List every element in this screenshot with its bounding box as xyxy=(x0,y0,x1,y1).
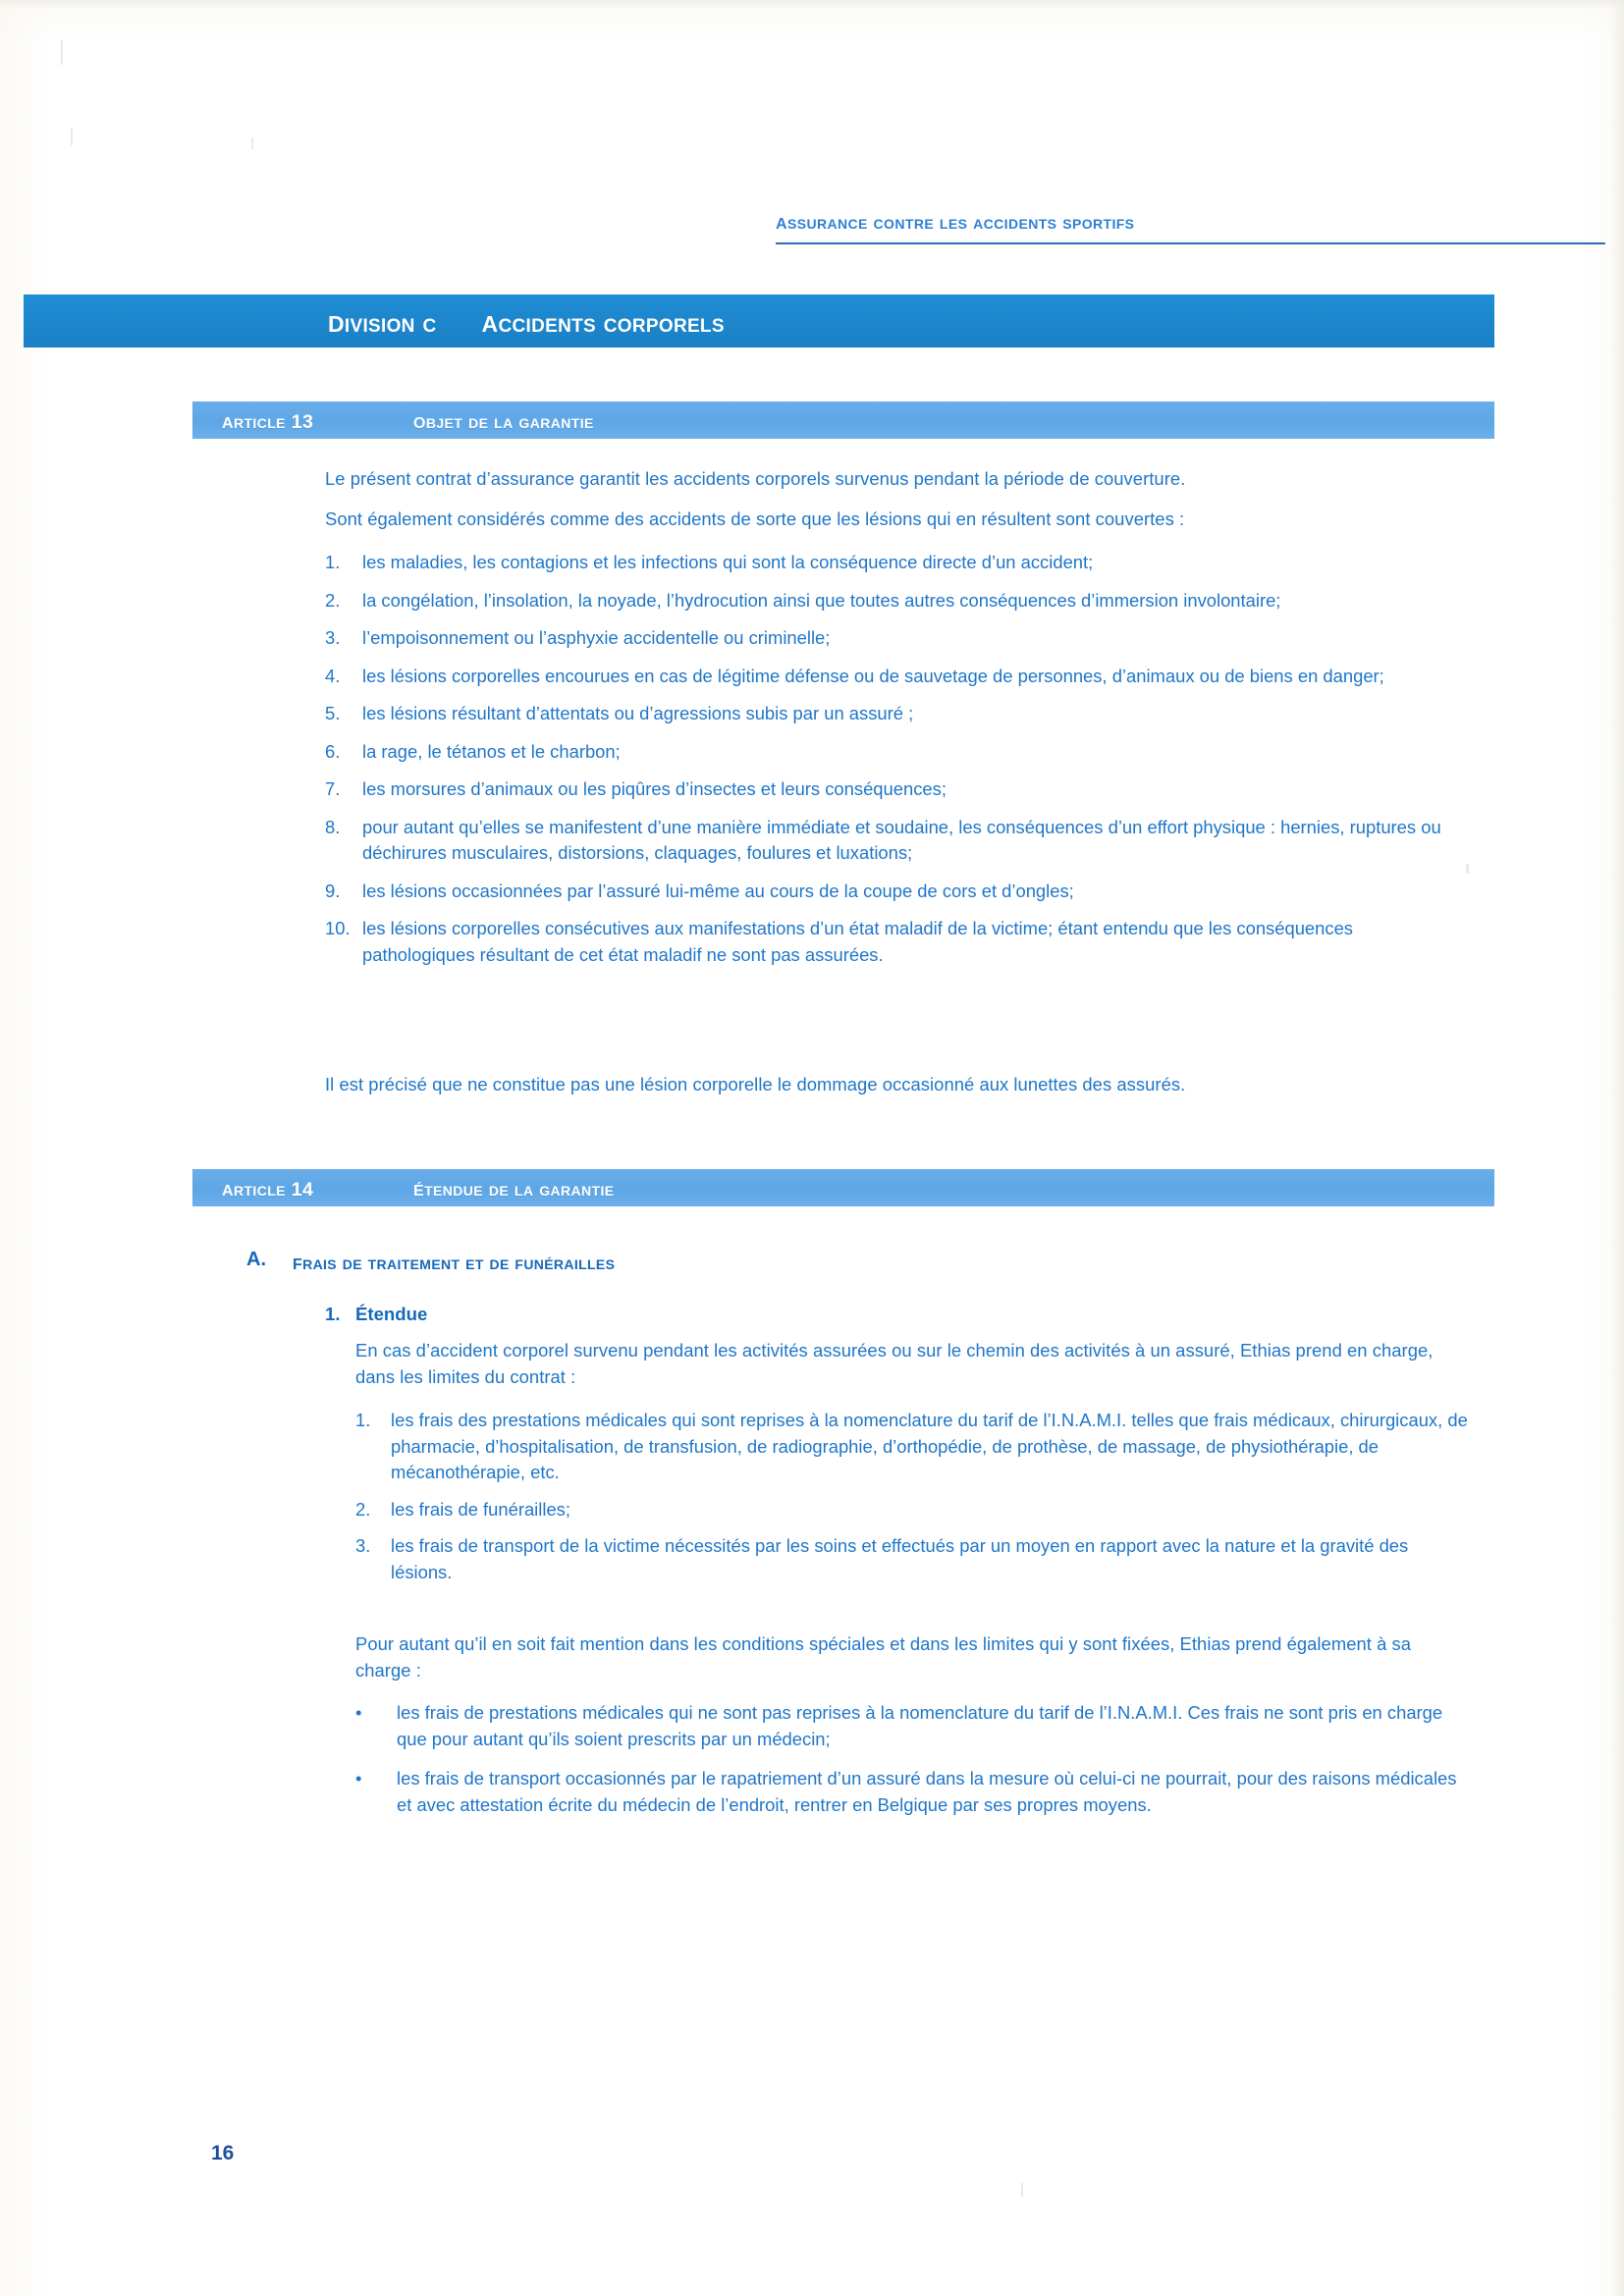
division-title: accidents corporels xyxy=(481,302,725,339)
list-marker: 6. xyxy=(325,740,341,762)
list-text: les lésions corporelles encourues en cas de légitime défense ou de sauvetage de personnes, d’animaux ou de biens en danger; xyxy=(362,665,1384,686)
subsection-1-marker: 1. xyxy=(325,1304,341,1324)
article-13-closing: Il est précisé que ne constitue pas une lésion corporelle le dommage occasionné aux lunettes des assurés. xyxy=(325,1074,1186,1095)
article-13-name: objet de la garantie xyxy=(413,406,594,433)
list-item xyxy=(355,1497,1470,1523)
list-text: les frais de transport occasionnés par le rapatriement d’un assuré dans la mesure où celui-ci ne pourrait, pour des raisons médicales et avec attestation écrite du médecin de l’endroit, rentrer en Belgique par ses propres moyens. xyxy=(397,1768,1457,1815)
subsection-1-intro: En cas d’accident corporel survenu pendant les activités assurées ou sur le chemin des activités à un assuré, Ethias prend en charge, dans les limites du contrat : xyxy=(355,1340,1434,1387)
section-a-heading xyxy=(246,1249,615,1275)
list-marker: 1. xyxy=(355,1410,371,1430)
list-text: la congélation, l’insolation, la noyade, l’hydrocution ainsi que toutes autres conséquences d’immersion involontaire; xyxy=(362,589,1281,611)
subsection-1-heading xyxy=(325,1304,427,1325)
article-14-number: article 14 xyxy=(222,1174,314,1201)
article-14-bar xyxy=(192,1169,1494,1206)
list-text: les frais de funérailles; xyxy=(391,1498,570,1520)
list-item xyxy=(325,815,1466,867)
scan-edge-right xyxy=(1610,0,1624,2296)
list-item xyxy=(325,776,1466,803)
division-label: division c xyxy=(328,302,437,339)
article-14-name: étendue de la garantie xyxy=(413,1174,615,1201)
list-marker: 3. xyxy=(355,1535,371,1556)
section-a-title: frais de traitement et de funérailles xyxy=(293,1249,616,1274)
subsection-1-bridge: Pour autant qu’il en soit fait mention dans les conditions spéciales et dans les limites qui y sont fixées, Ethias prend également à sa charge : xyxy=(355,1633,1412,1681)
bullet-marker: • xyxy=(355,1768,362,1789)
list-text: pour autant qu’elles se manifestent d’une manière immédiate et soudaine, les conséquences d’un effort physique : hernies, ruptures ou déchirures musculaires, distorsions, claquages, foulures et luxations; xyxy=(362,816,1441,863)
list-item xyxy=(325,664,1466,690)
running-head xyxy=(776,208,1306,244)
article-13-bar xyxy=(192,401,1494,439)
list-text: les lésions corporelles consécutives aux manifestations d’un état maladif de la victime; étant entendu que les conséquences pathologiques résultant de cet état maladif ne sont pas assurées. xyxy=(362,918,1354,965)
subsection-1-title: Étendue xyxy=(355,1304,428,1324)
list-item xyxy=(355,1533,1470,1585)
subsection-1-bullets xyxy=(355,1700,1470,1832)
list-text: les maladies, les contagions et les infections qui sont la conséquence directe d’un accident; xyxy=(362,552,1094,572)
list-marker: 1. xyxy=(325,552,341,572)
list-text: les frais de prestations médicales qui ne sont pas reprises à la nomenclature du tarif de l’I.N.A.M.I. Ces frais ne sont pris en charge que pour autant qu’ils soient prescrits par un médecin; xyxy=(397,1702,1443,1749)
subsection-1-list xyxy=(355,1408,1470,1596)
list-marker: 2. xyxy=(355,1498,371,1520)
list-marker: 2. xyxy=(325,589,341,611)
bullet-marker: • xyxy=(355,1702,362,1723)
section-a-letter: A. xyxy=(246,1249,266,1270)
list-marker: 10. xyxy=(325,918,351,938)
list-text: la rage, le tétanos et le charbon; xyxy=(362,740,621,762)
list-text: les lésions occasionnées par l’assuré lui-même au cours de la coupe de cors et d’ongles; xyxy=(362,880,1074,901)
scan-speck xyxy=(1021,2183,1023,2197)
list-item xyxy=(325,916,1466,968)
list-text: les frais de transport de la victime nécessités par les soins et effectués par un moyen en rapport avec la nature et la gravité des lésions. xyxy=(391,1535,1409,1582)
division-banner xyxy=(24,294,1494,347)
list-marker: 8. xyxy=(325,816,341,837)
list-item xyxy=(325,588,1466,614)
list-marker: 7. xyxy=(325,778,341,799)
list-text: les morsures d’animaux ou les piqûres d’insectes et leurs conséquences; xyxy=(362,778,947,799)
list-item xyxy=(325,550,1466,576)
running-head-text: assurance contre les accidents sportifs xyxy=(776,208,1135,234)
list-item xyxy=(355,1408,1470,1486)
scan-speck xyxy=(71,128,73,145)
list-item xyxy=(325,879,1466,905)
scan-speck xyxy=(61,39,63,65)
list-item xyxy=(325,701,1466,727)
article-13-intro-2: Sont également considérés comme des accidents de sorte que les lésions qui en résultent sont couvertes : xyxy=(325,508,1185,529)
list-marker: 4. xyxy=(325,665,341,686)
running-head-rule xyxy=(776,242,1605,244)
list-text: les lésions résultant d’attentats ou d’agressions subis par un assuré ; xyxy=(362,703,914,723)
list-item xyxy=(325,739,1466,766)
scan-speck xyxy=(251,137,253,149)
list-marker: 3. xyxy=(325,627,341,648)
list-item xyxy=(355,1766,1470,1818)
scan-edge-top xyxy=(0,0,1624,9)
list-text: les frais des prestations médicales qui sont reprises à la nomenclature du tarif de l’I.N.A.M.I. telles que frais médicaux, chirurgicaux, de pharmacie, d’hospitalisation, de transfusion, de radiographie, d’orthopédie, de prothèse, de massage, de physiothérapie, de mécanothérapie, etc. xyxy=(391,1410,1468,1482)
scan-speck xyxy=(1466,864,1469,874)
list-item xyxy=(325,625,1466,652)
list-text: l’empoisonnement ou l’asphyxie accidentelle ou criminelle; xyxy=(362,627,831,648)
article-13-list xyxy=(325,550,1466,980)
list-marker: 9. xyxy=(325,880,341,901)
list-item xyxy=(355,1700,1470,1752)
article-13-intro-1: Le présent contrat d’assurance garantit les accidents corporels survenus pendant la période de couverture. xyxy=(325,468,1186,489)
list-marker: 5. xyxy=(325,703,341,723)
page-number: 16 xyxy=(211,2142,235,2164)
article-13-number: article 13 xyxy=(222,406,314,433)
division-banner-inner xyxy=(328,303,725,340)
